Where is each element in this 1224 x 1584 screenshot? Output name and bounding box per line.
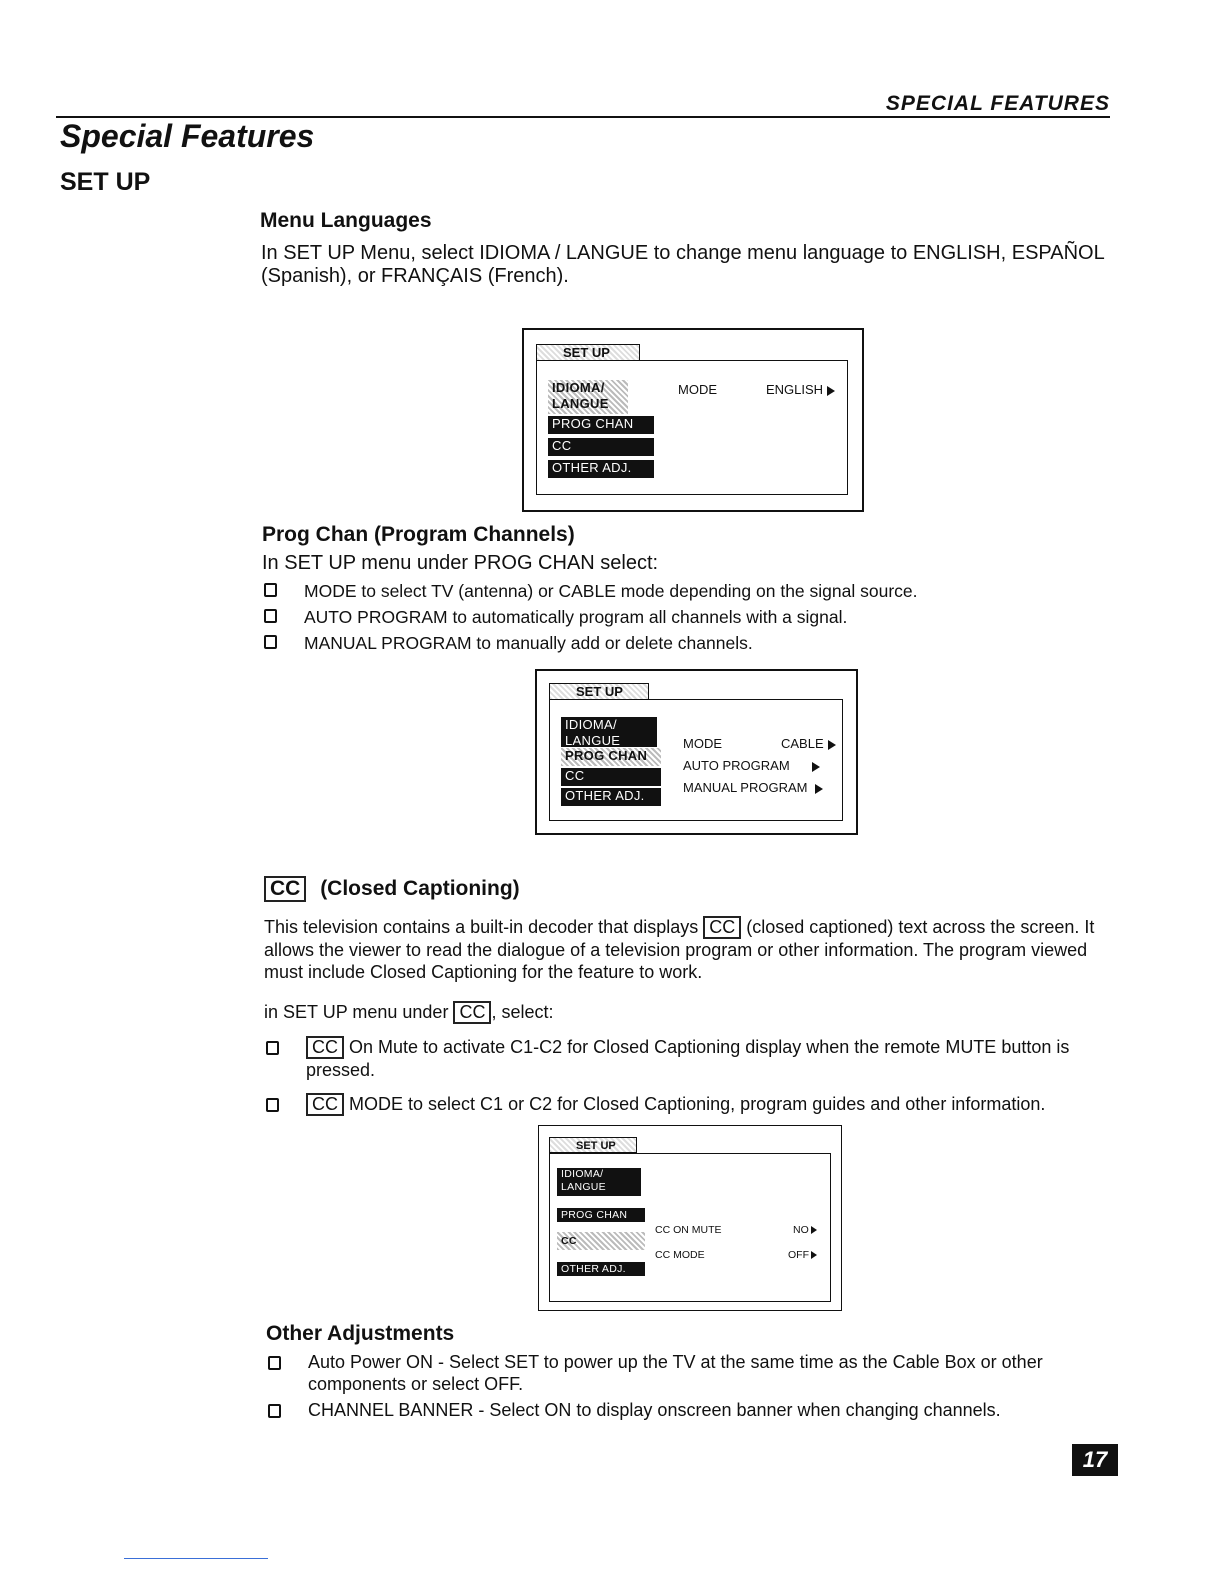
page-title: Special Features xyxy=(60,118,315,154)
page-number: 17 xyxy=(1072,1444,1118,1476)
cc-symbol: CC xyxy=(453,1001,491,1024)
checkbox-bullet-icon xyxy=(264,583,277,597)
menu-item-cc: CC xyxy=(548,438,654,456)
checkbox-bullet-icon xyxy=(264,609,277,623)
option-cc-on-mute-value: NO xyxy=(793,1224,817,1236)
other-adjustments-bullets xyxy=(266,1351,1116,1421)
option-cc-mode-label: CC MODE xyxy=(655,1249,705,1261)
option-mode-value: ENGLISH xyxy=(766,382,835,397)
option-manual-program: MANUAL PROGRAM xyxy=(683,780,823,795)
menu-item-idioma: IDIOMA/ LANGUE xyxy=(561,717,657,747)
cc-symbol: CC xyxy=(264,876,306,902)
prog-chan-bullets xyxy=(262,578,1112,656)
cc-body: This television contains a built-in decoder that displays CC (closed captioned) text across the screen. It allows the viewer to read the dialogue of a television program or other information. The program viewed must include Closed Captioning for the feature to work. xyxy=(264,917,1095,982)
arrow-right-icon xyxy=(811,1251,817,1259)
menu-screen-prog-chan xyxy=(535,669,858,835)
menu-screen-cc xyxy=(538,1125,842,1311)
checkbox-bullet-icon xyxy=(268,1356,281,1370)
option-mode-label: MODE xyxy=(678,382,717,397)
menu-languages-heading: Menu Languages xyxy=(260,209,432,232)
menu-item-cc: CC xyxy=(557,1232,645,1250)
menu-item-prog-chan: PROG CHAN xyxy=(561,748,661,766)
cc-bullets xyxy=(264,1036,1114,1116)
menu-tab-setup: SET UP xyxy=(536,344,640,361)
list-item: MODE to select TV (antenna) or CABLE mode depending on the signal source. xyxy=(262,578,1112,604)
footer-line xyxy=(124,1558,268,1559)
arrow-right-icon xyxy=(815,784,823,794)
menu-item-idioma: IDIOMA/ LANGUE xyxy=(557,1168,641,1196)
menu-tab-setup: SET UP xyxy=(549,1137,637,1153)
arrow-right-icon xyxy=(827,386,835,396)
menu-item-other-adj: OTHER ADJ. xyxy=(548,460,654,478)
menu-languages-body: In SET UP Menu, select IDIOMA / LANGUE to change menu language to ENGLISH, ESPAÑOL (Spanish), or FRANÇAIS (French). xyxy=(261,242,1104,287)
menu-item-prog-chan: PROG CHAN xyxy=(548,416,654,434)
other-adjustments-heading: Other Adjustments xyxy=(266,1322,455,1345)
list-item: CHANNEL BANNER - Select ON to display onscreen banner when changing channels. xyxy=(266,1399,1116,1421)
option-cc-on-mute-label: CC ON MUTE xyxy=(655,1224,722,1236)
checkbox-bullet-icon xyxy=(266,1041,279,1055)
cc-symbol: CC xyxy=(306,1036,344,1059)
cc-symbol: CC xyxy=(703,916,741,939)
option-mode-value: CABLE xyxy=(781,736,836,751)
prog-chan-intro: In SET UP menu under PROG CHAN select: xyxy=(262,552,659,574)
cc-heading: CC (Closed Captioning) xyxy=(264,876,520,902)
cc-select-line: in SET UP menu under CC , select: xyxy=(264,1002,554,1022)
list-item: AUTO PROGRAM to automatically program all channels with a signal. xyxy=(262,604,1112,630)
menu-item-prog-chan: PROG CHAN xyxy=(557,1208,645,1222)
menu-item-cc: CC xyxy=(561,768,661,786)
menu-screen-languages xyxy=(522,328,864,512)
option-auto-program: AUTO PROGRAM xyxy=(683,758,820,773)
list-item: CC On Mute to activate C1-C2 for Closed Captioning display when the remote MUTE button is pressed. xyxy=(264,1036,1114,1081)
menu-tab-setup: SET UP xyxy=(549,683,649,700)
option-mode-label: MODE xyxy=(683,736,722,751)
running-header: SPECIAL FEATURES xyxy=(885,92,1110,115)
option-cc-mode-value: OFF xyxy=(788,1249,817,1261)
checkbox-bullet-icon xyxy=(264,635,277,649)
menu-item-other-adj: OTHER ADJ. xyxy=(561,788,661,806)
arrow-right-icon xyxy=(811,1226,817,1234)
menu-item-idioma: IDIOMA/ LANGUE xyxy=(548,380,628,414)
list-item: Auto Power ON - Select SET to power up the TV at the same time as the Cable Box or other components or select OFF. xyxy=(266,1351,1088,1395)
prog-chan-heading: Prog Chan (Program Channels) xyxy=(262,523,575,546)
checkbox-bullet-icon xyxy=(266,1098,279,1112)
section-title: SET UP xyxy=(60,168,151,196)
checkbox-bullet-icon xyxy=(268,1404,281,1418)
cc-symbol: CC xyxy=(306,1093,344,1116)
arrow-right-icon xyxy=(828,740,836,750)
arrow-right-icon xyxy=(812,762,820,772)
list-item: MANUAL PROGRAM to manually add or delete channels. xyxy=(262,630,1112,656)
list-item: CC MODE to select C1 or C2 for Closed Captioning, program guides and other information. xyxy=(264,1093,1114,1116)
menu-item-other-adj: OTHER ADJ. xyxy=(557,1262,645,1276)
